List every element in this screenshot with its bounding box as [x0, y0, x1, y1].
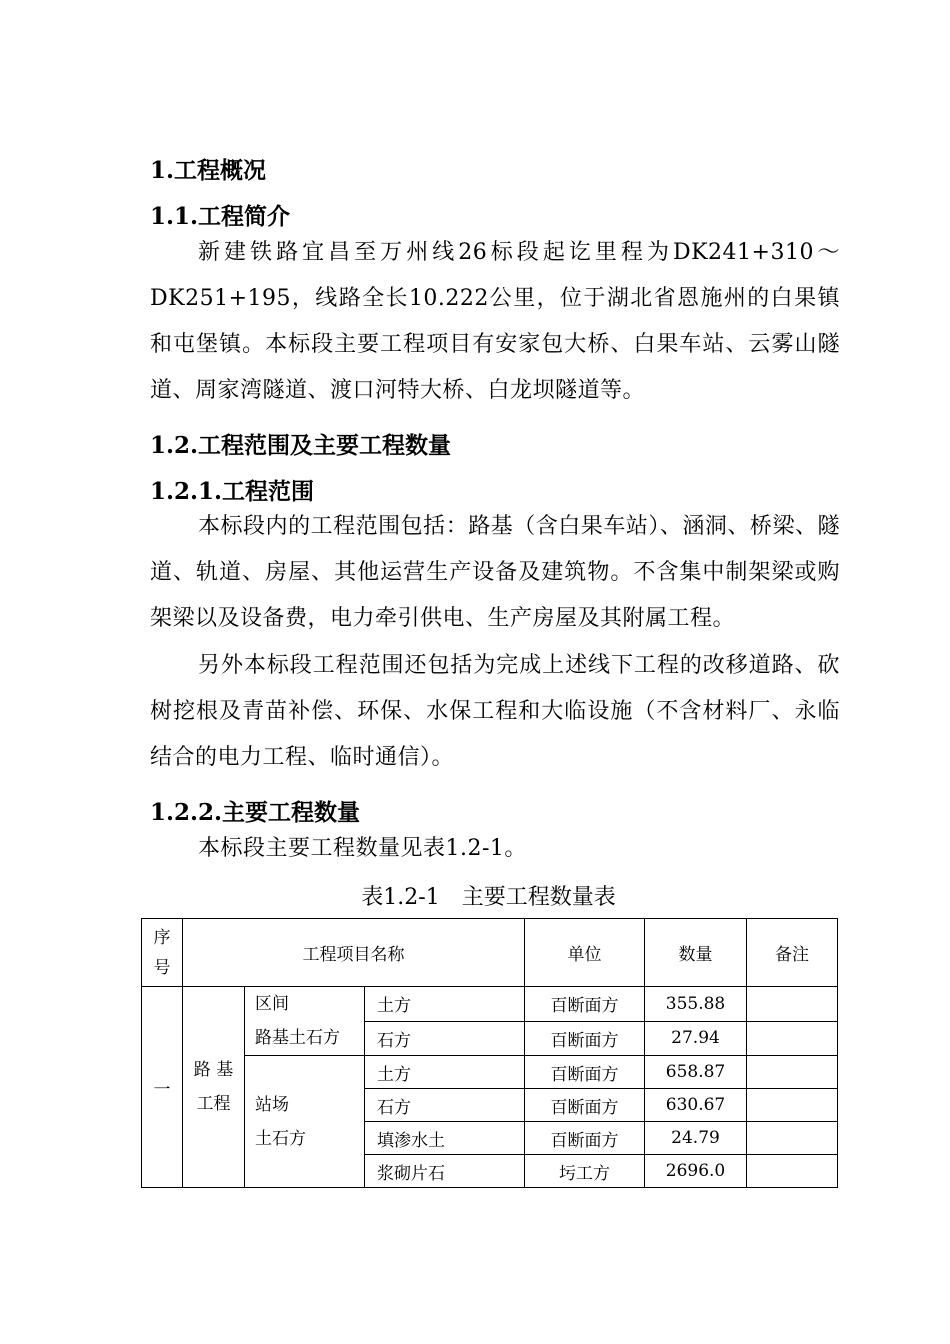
heading-1-2: 1.2.工程范围及主要工程数量 — [150, 432, 452, 459]
item-name: 土方 — [365, 987, 525, 1022]
item-remark — [747, 1021, 838, 1056]
item-name: 填渗水土 — [365, 1122, 525, 1155]
item-qty: 27.94 — [645, 1021, 747, 1056]
header-seq: 序 号 — [142, 919, 183, 987]
heading-1-1: 1.1.工程简介 — [150, 203, 291, 230]
paragraph-intro: 新建铁路宜昌至万州线26标段起讫里程为DK241+310～DK251+195，线路全长10.222公里，位于湖北省恩施州的白果镇和屯堡镇。本标段主要工程项目有安家包大桥、白果车站、云雾山隧道、周家湾隧道、渡口河特大桥、白龙坝隧道等。 — [150, 240, 840, 403]
item-name: 石方 — [365, 1089, 525, 1122]
item-unit: 百断面方 — [525, 1089, 645, 1122]
item-unit: 百断面方 — [525, 1056, 645, 1089]
item-name: 石方 — [365, 1021, 525, 1056]
item-qty: 630.67 — [645, 1089, 747, 1122]
item-unit: 圬工方 — [525, 1155, 645, 1188]
heading-1-2-2: 1.2.2.主要工程数量 — [150, 799, 361, 826]
item-qty: 658.87 — [645, 1056, 747, 1089]
group-label: 区间 路基土石方 — [245, 987, 365, 1056]
header-name: 工程项目名称 — [183, 919, 525, 987]
item-unit: 百断面方 — [525, 1021, 645, 1056]
section-seq: 一 — [142, 987, 183, 1188]
quantity-table — [141, 918, 838, 1188]
item-unit: 百断面方 — [525, 1122, 645, 1155]
heading-1: 1.工程概况 — [150, 157, 267, 184]
table-row — [142, 987, 838, 1022]
item-unit: 百断面方 — [525, 987, 645, 1022]
group-label: 站场 土石方 — [245, 1056, 365, 1188]
table-row — [142, 1056, 838, 1089]
item-qty: 24.79 — [645, 1122, 747, 1155]
item-name: 土方 — [365, 1056, 525, 1089]
item-remark — [747, 1122, 838, 1155]
item-remark — [747, 1089, 838, 1122]
heading-1-2-1: 1.2.1.工程范围 — [150, 478, 315, 505]
item-qty: 2696.0 — [645, 1155, 747, 1188]
header-remark: 备注 — [747, 919, 838, 987]
paragraph-scope-2: 另外本标段工程范围还包括为完成上述线下工程的改移道路、砍树挖根及青苗补偿、环保、水保工程和大临设施（不含材料厂、永临结合的电力工程、临时通信）。 — [150, 653, 840, 770]
item-name: 浆砌片石 — [365, 1155, 525, 1188]
item-qty: 355.88 — [645, 987, 747, 1022]
item-remark — [747, 1155, 838, 1188]
item-remark — [747, 987, 838, 1022]
paragraph-qty-ref: 本标段主要工程数量见表1.2-1。 — [198, 836, 527, 861]
header-qty: 数量 — [645, 919, 747, 987]
table-header-row — [142, 919, 838, 987]
item-remark — [747, 1056, 838, 1089]
header-unit: 单位 — [525, 919, 645, 987]
paragraph-scope-1: 本标段内的工程范围包括：路基（含白果车站）、涵洞、桥梁、隧道、轨道、房屋、其他运营生产设备及建筑物。不含集中制架梁或购架梁以及设备费，电力牵引供电、生产房屋及其附属工程。 — [150, 514, 840, 631]
section-name: 路 基 工程 — [183, 987, 245, 1188]
table-caption: 表1.2-1 主要工程数量表 — [361, 885, 616, 910]
